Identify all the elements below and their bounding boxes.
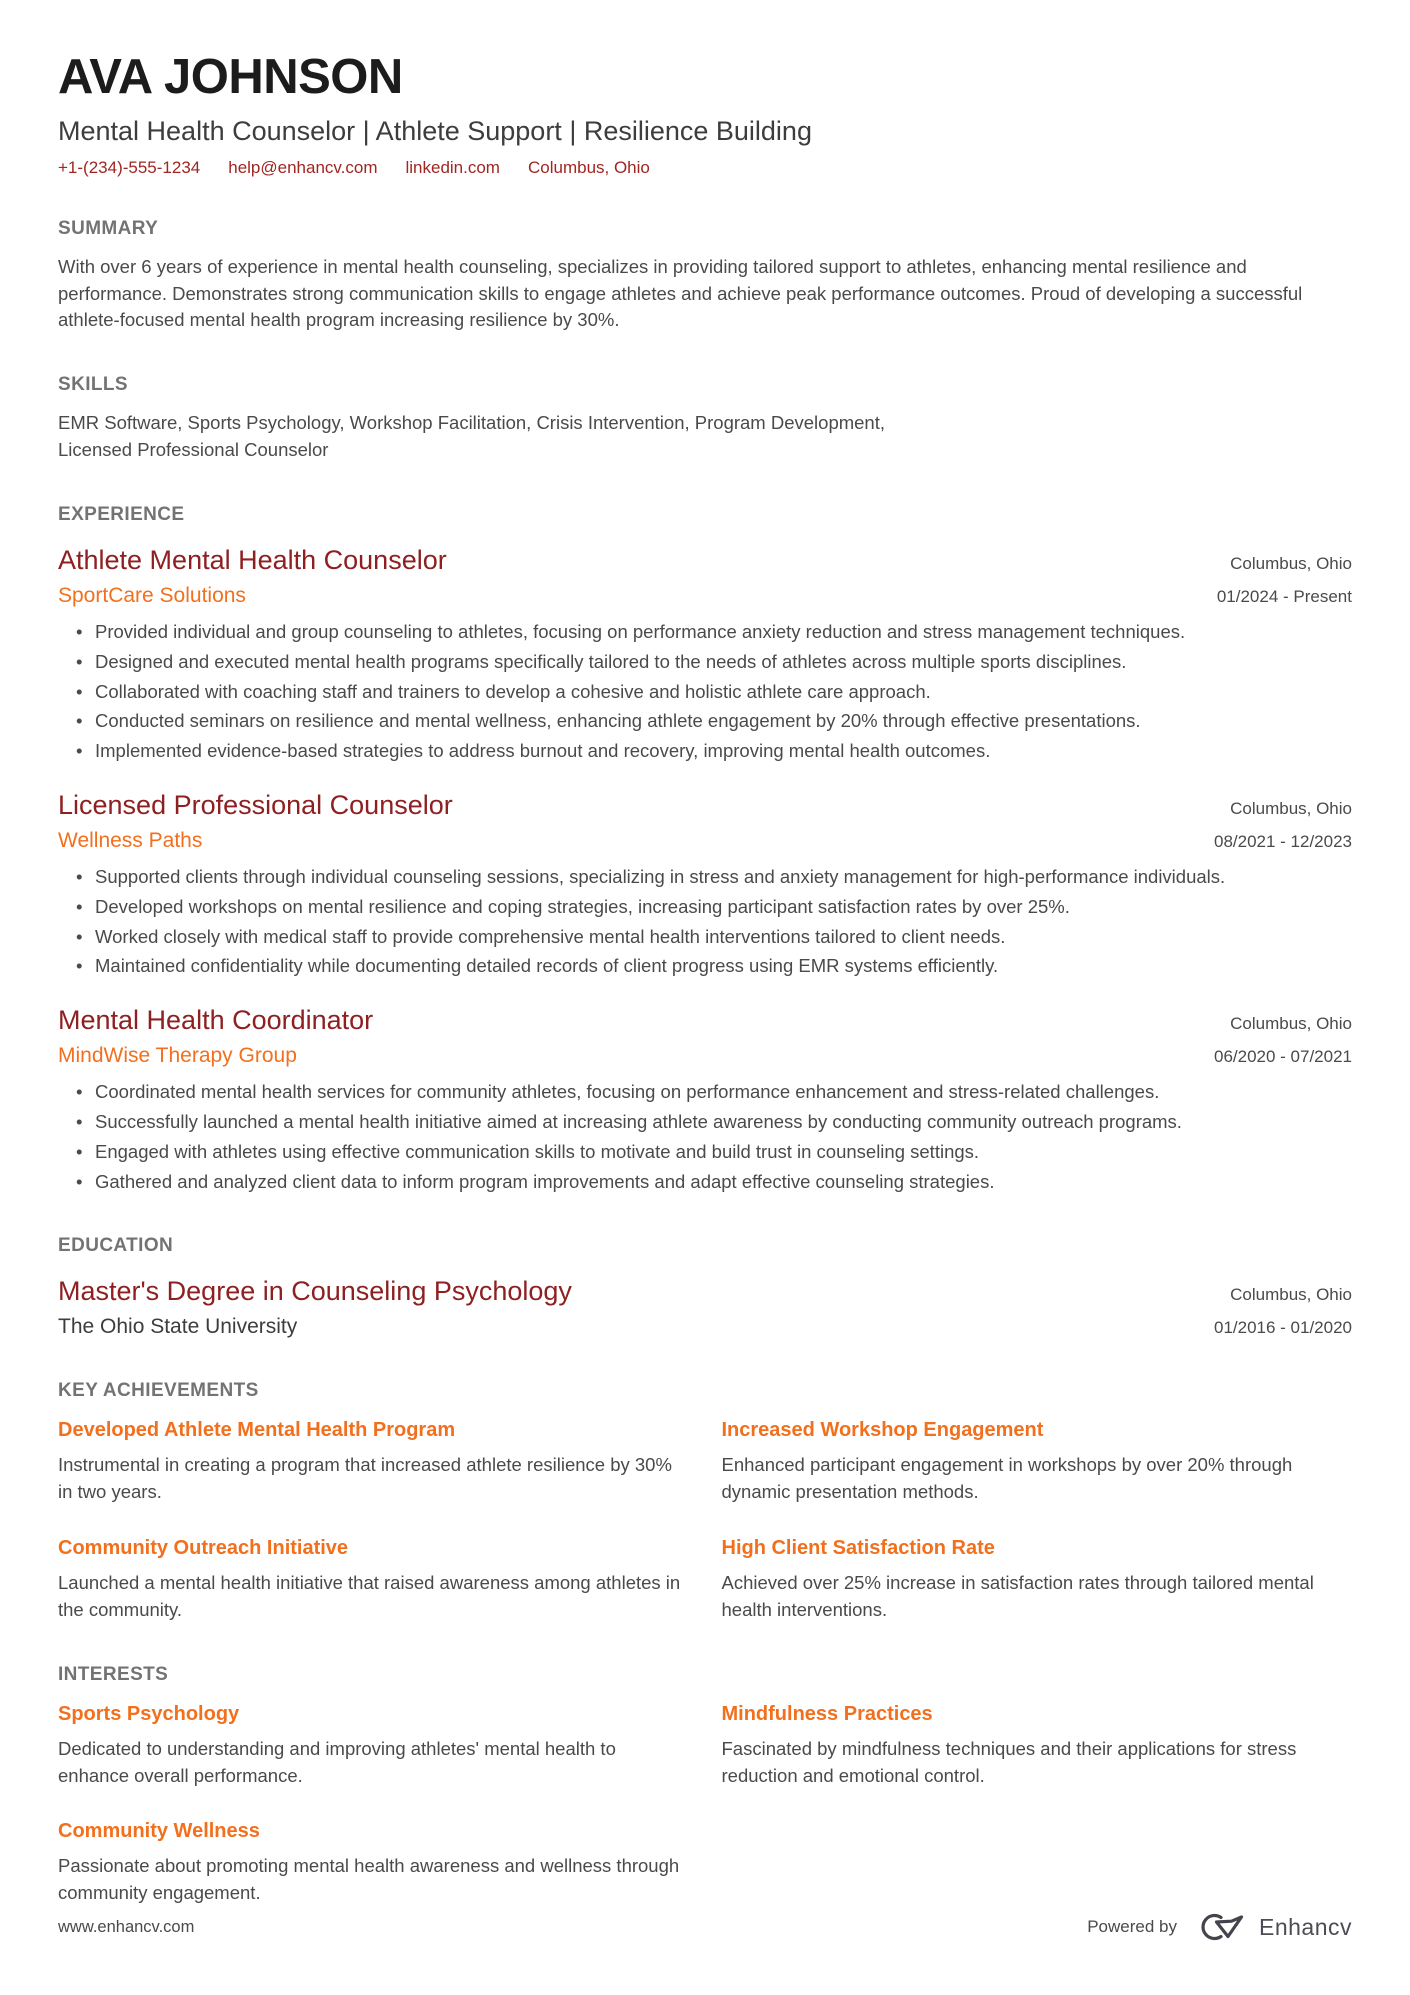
job-location: Columbus, Ohio [1230,798,1352,818]
achievement-title: Increased Workshop Engagement [721,1419,1044,1442]
interest-title: Community Wellness [58,1820,260,1843]
bullet: • Implemented evidence-based strategies to address burnout and recovery, improving mental health outcomes. [58,738,1352,765]
email-link[interactable]: help@enhancv.com [228,157,378,177]
interest-item [58,1702,689,1790]
bullet: • Engaged with athletes using effective communication skills to motivate and build trust in counseling settings. [58,1139,1352,1166]
experience-item [58,1004,1352,1195]
job-bullets [58,1079,1352,1195]
website-link[interactable]: www.enhancv.com [58,1917,195,1936]
interests-section [58,1664,1352,1907]
interest-text: Fascinated by mindfulness techniques and their applications for stress reduction and emotional control. [721,1737,1297,1786]
achievement-title: Community Outreach Initiative [58,1537,349,1560]
company-name: MindWise Therapy Group [58,1043,297,1067]
powered-by-label: Powered by [1087,1917,1177,1936]
summary-section [58,218,1352,334]
achievements-section [58,1380,1352,1623]
interest-text: Dedicated to understanding and improving athletes' mental health to enhance overall performance. [58,1737,616,1786]
linkedin-link[interactable]: linkedin.com [405,157,500,177]
degree-title: Master's Degree in Counseling Psychology [58,1276,572,1307]
job-bullets [58,864,1352,980]
job-dates: 01/2024 - Present [1216,586,1352,606]
experience-heading: EXPERIENCE [58,503,185,525]
interests-heading: INTERESTS [58,1663,169,1685]
education-dates: 01/2016 - 01/2020 [1213,1318,1352,1338]
achievement-item [58,1418,689,1506]
bullet: • Coordinated mental health services for community athletes, focusing on performance enhancement and stress-related challenges. [58,1079,1352,1106]
company-name: SportCare Solutions [58,583,246,607]
experience-item [58,789,1352,980]
bullet: • Maintained confidentiality while documenting detailed records of client progress using EMR systems efficiently. [58,953,1352,980]
achievement-title: Developed Athlete Mental Health Program [58,1419,456,1442]
interest-item [722,1702,1353,1790]
location-text: Columbus, Ohio [527,157,650,177]
interest-text: Passionate about promoting mental health awareness and wellness through community engagement. [58,1855,680,1904]
enhancv-logo-icon [1191,1909,1245,1945]
summary-text: With over 6 years of experience in mental health counseling, specializes in providing tailored support to athletes, enhancing mental resilience and performance. Demonstrates strong communication skills to engage athletes and achieve peak performance outcomes. Proud of developing a successful athlete-focused mental health program increasing resilience by 30%. [58,255,1303,331]
school-name: The Ohio State University [58,1315,298,1339]
skills-text: EMR Software, Sports Psychology, Workshop Facilitation, Crisis Intervention, Program Development, Licensed Professional Counselor [58,412,885,461]
job-location: Columbus, Ohio [1230,553,1352,573]
job-dates: 06/2020 - 07/2021 [1213,1046,1352,1066]
job-dates: 08/2021 - 12/2023 [1213,831,1352,851]
resume-header [58,52,1352,178]
person-name: AVA JOHNSON [58,50,403,104]
education-heading: EDUCATION [58,1235,174,1257]
bullet: • Developed workshops on mental resilience and coping strategies, increasing participant satisfaction rates by over 25%. [58,894,1352,921]
phone-link[interactable]: +1-(234)-555-1234 [58,157,201,177]
education-location: Columbus, Ohio [1230,1285,1352,1305]
interest-title: Mindfulness Practices [721,1702,933,1725]
job-title: Athlete Mental Health Counselor [58,544,447,575]
contact-row [58,158,1352,178]
achievements-heading: KEY ACHIEVEMENTS [58,1380,259,1402]
bullet: • Collaborated with coaching staff and trainers to develop a cohesive and holistic athlete care approach. [58,679,1352,706]
achievement-text: Launched a mental health initiative that raised awareness among athletes in the community. [58,1572,681,1620]
powered-by [1087,1909,1352,1945]
enhancv-brand[interactable]: Enhancv [1258,1913,1352,1940]
interest-item [58,1819,689,1907]
achievement-text: Enhanced participant engagement in workshops by over 20% through dynamic presentation methods. [721,1454,1293,1503]
bullet: • Successfully launched a mental health initiative aimed at increasing athlete awareness by conducting community outreach programs. [58,1109,1352,1136]
education-section [58,1235,1352,1340]
bullet: • Conducted seminars on resilience and mental wellness, enhancing athlete engagement by 20% through effective presentations. [58,708,1352,735]
skills-section [58,374,1352,464]
interests-grid [58,1702,1352,1907]
achievement-item [722,1418,1353,1506]
achievement-title: High Client Satisfaction Rate [721,1537,995,1560]
bullet: • Gathered and analyzed client data to inform program improvements and adapt effective counseling strategies. [58,1169,1352,1196]
headline: Mental Health Counselor | Athlete Support | Resilience Building [58,116,812,147]
achievement-text: Achieved over 25% increase in satisfaction rates through tailored mental health interventions. [721,1572,1314,1620]
page-footer [58,1909,1352,1951]
achievements-grid [58,1418,1352,1623]
bullet: • Supported clients through individual counseling sessions, specializing in stress and anxiety management for high-performance individuals. [58,864,1352,891]
skills-heading: SKILLS [58,374,128,396]
education-item [58,1275,1352,1340]
bullet: • Worked closely with medical staff to provide comprehensive mental health interventions tailored to client needs. [58,924,1352,951]
company-name: Wellness Paths [58,828,203,852]
experience-section [58,504,1352,1196]
job-title: Licensed Professional Counselor [58,789,453,820]
experience-item [58,544,1352,765]
job-location: Columbus, Ohio [1230,1014,1352,1034]
achievement-text: Instrumental in creating a program that increased athlete resilience by 30% in two years. [58,1454,672,1503]
interest-title: Sports Psychology [58,1702,240,1725]
job-title: Mental Health Coordinator [58,1005,374,1036]
bullet: • Provided individual and group counseling to athletes, focusing on performance anxiety reduction and stress management techniques. [58,619,1352,646]
achievement-item [58,1536,689,1624]
job-bullets [58,619,1352,765]
achievement-item [722,1536,1353,1624]
bullet: • Designed and executed mental health programs specifically tailored to the needs of athletes across multiple sports disciplines. [58,649,1352,676]
summary-heading: SUMMARY [58,217,159,239]
